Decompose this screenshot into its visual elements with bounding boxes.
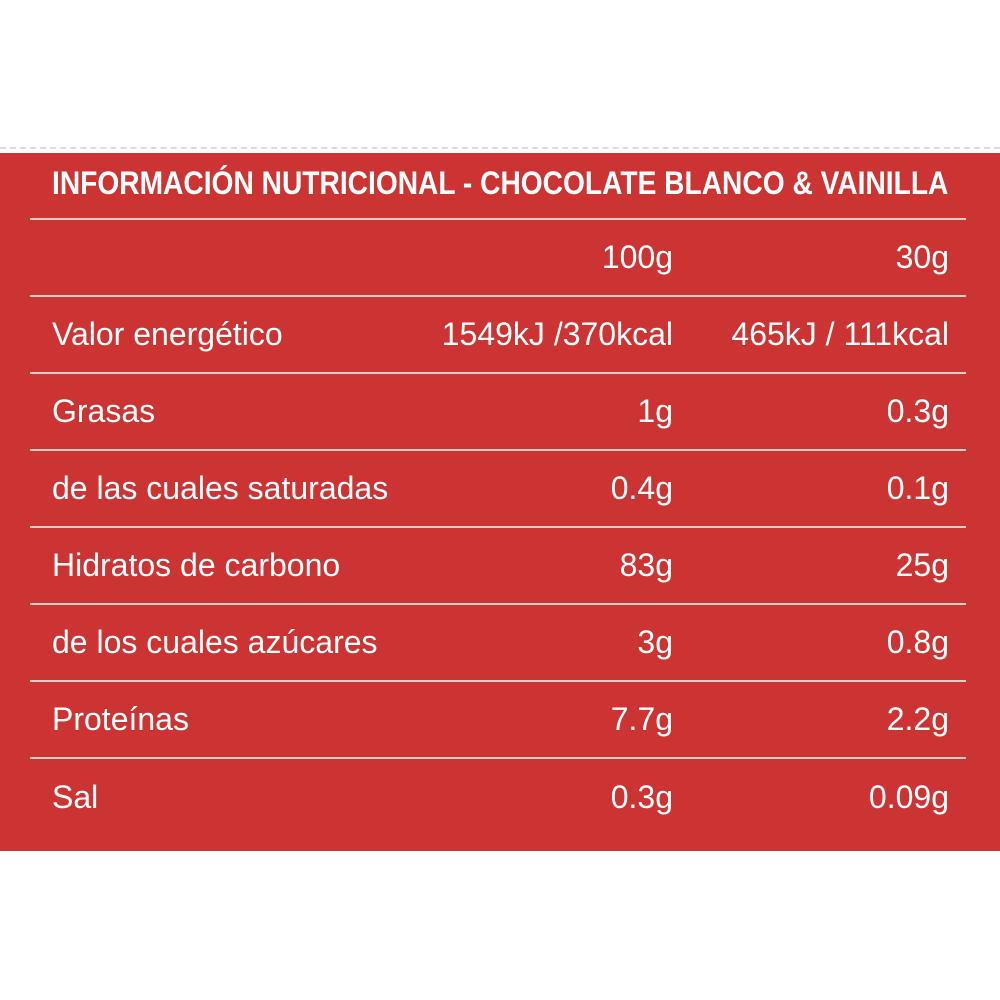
table-row-azucares bbox=[30, 605, 966, 682]
table-row-sal bbox=[30, 759, 966, 836]
column-header-100g: 100g bbox=[601, 239, 673, 275]
row-label: de los cuales azúcares bbox=[52, 624, 378, 660]
row-value-30g: 2.2g bbox=[886, 701, 949, 737]
row-label: Sal bbox=[52, 779, 99, 815]
row-value-100g: 1g bbox=[637, 393, 673, 429]
table-row-proteinas bbox=[30, 682, 966, 759]
row-label: Grasas bbox=[52, 393, 156, 429]
row-value-100g: 83g bbox=[619, 547, 673, 583]
row-value-30g: 0.1g bbox=[886, 470, 949, 506]
row-label: Hidratos de carbono bbox=[52, 547, 341, 583]
table-title: INFORMACIÓN NUTRICIONAL - CHOCOLATE BLANCO & VAINILLA bbox=[52, 165, 949, 201]
table-row-hidratos-de-carbono bbox=[30, 528, 966, 605]
row-value-100g: 3g bbox=[637, 624, 673, 660]
column-header-row bbox=[30, 220, 966, 297]
row-value-100g: 0.3g bbox=[610, 779, 673, 815]
row-value-100g: 1549kJ /370kcal bbox=[441, 316, 673, 352]
table-row-valor-energetico bbox=[30, 297, 966, 374]
nutrition-panel bbox=[0, 153, 1000, 851]
row-value-30g: 25g bbox=[895, 547, 949, 583]
row-value-30g: 0.09g bbox=[868, 779, 949, 815]
table-row-saturadas bbox=[30, 451, 966, 528]
row-value-100g: 7.7g bbox=[610, 701, 673, 737]
row-value-30g: 0.3g bbox=[886, 393, 949, 429]
row-label: Valor energético bbox=[52, 316, 283, 352]
row-value-30g: 465kJ / 111kcal bbox=[731, 316, 949, 352]
row-value-100g: 0.4g bbox=[610, 470, 673, 506]
title-row bbox=[30, 153, 966, 220]
top-dashed-rule bbox=[0, 147, 1000, 149]
row-label: de las cuales saturadas bbox=[52, 470, 389, 506]
table-row-grasas bbox=[30, 374, 966, 451]
column-header-30g: 30g bbox=[895, 239, 949, 275]
row-label: Proteínas bbox=[52, 701, 189, 737]
row-value-30g: 0.8g bbox=[886, 624, 949, 660]
